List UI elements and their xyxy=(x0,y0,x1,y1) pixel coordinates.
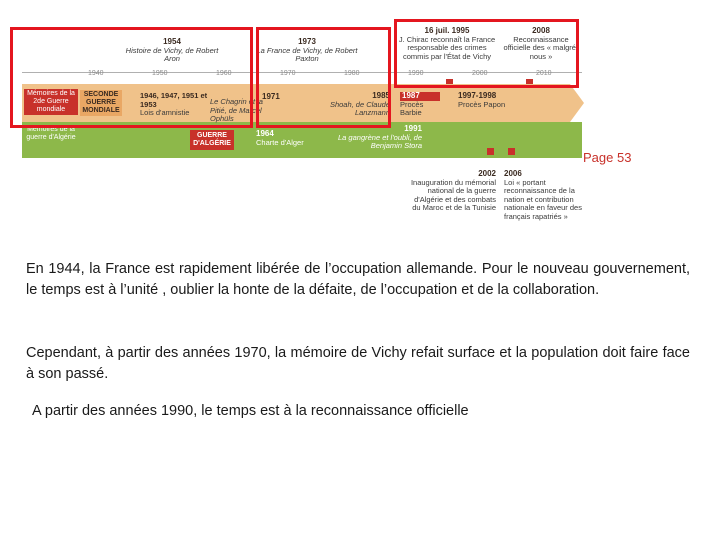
event-year: 1985 xyxy=(372,91,390,100)
event-text: La gangrène et l'oubli, de Benjamin Stora xyxy=(338,132,422,150)
label-guerre-algerie: GUERRE D'ALGÉRIE xyxy=(190,130,234,150)
axis-year-1980: 1980 xyxy=(344,70,360,77)
axis-year-1970: 1970 xyxy=(280,70,296,77)
highlight-box-1995-2008 xyxy=(394,19,579,88)
event-year: 1973 xyxy=(298,37,316,46)
axis-year-2010: 2010 xyxy=(536,70,552,77)
paragraph-2: Cependant, à partir des années 1970, la mémoire de Vichy refait surface et la population doit faire face à son passé. xyxy=(26,345,690,382)
event-1987 xyxy=(400,92,440,118)
marker-2002 xyxy=(487,148,494,155)
event-2006 xyxy=(504,170,590,221)
page-label: Page 53 xyxy=(583,150,632,165)
event-year: 1991 xyxy=(404,124,422,133)
event-year: 16 juil. 1995 xyxy=(424,26,470,35)
label-seconde-guerre: SECONDE GUERRE MONDIALE xyxy=(80,90,122,116)
event-year: 1997-1998 xyxy=(458,91,497,100)
label-memoires-algerie: Mémoires de la guerre d'Algérie xyxy=(26,126,76,141)
axis-year-1950: 1950 xyxy=(152,70,168,77)
highlight-box-1954 xyxy=(10,27,253,128)
event-year: 1987 xyxy=(400,92,440,101)
event-1964 xyxy=(256,130,316,147)
event-text: J. Chirac reconnaît la France responsable des crimes commis par l'État de Vichy xyxy=(398,34,496,61)
label-memoires-guerre: Mémoires de la 2de Guerre mondiale xyxy=(24,89,78,115)
event-1971: 1971 xyxy=(262,92,280,101)
axis-year-2000: 2000 xyxy=(472,70,488,77)
event-year: 2008 xyxy=(532,26,550,35)
axis-year-1990: 1990 xyxy=(408,70,424,77)
axis-year-1960: 1960 xyxy=(216,70,232,77)
event-year: 2002 xyxy=(478,169,496,178)
event-text: Inauguration du mémorial national de la guerre d'Algérie et des combats du Maroc et de la Tunisie xyxy=(410,177,496,212)
paragraph-1: En 1944, la France est rapidement libérée de l’occupation allemande. Pour le nouveau gouvernement, le temps est à l’unité , oublier la honte de la défaite, de l’occupation et de la collaboration. xyxy=(26,261,690,298)
axis-year-1940: 1940 xyxy=(88,70,104,77)
band-arrow-tip xyxy=(570,84,584,122)
event-text: Procès Papon xyxy=(458,99,506,109)
event-1997 xyxy=(458,92,518,109)
event-1991 xyxy=(322,125,422,151)
event-text: Reconnaissance officielle des « malgré-nous » xyxy=(503,34,579,61)
event-text: Shoah, de Claude Lanzmann xyxy=(329,99,390,117)
event-text: Charte d'Alger xyxy=(256,137,304,147)
paragraph-3: A partir des années 1990, le temps est à la reconnaissance officielle xyxy=(32,403,469,419)
highlight-box-1973 xyxy=(256,27,391,128)
event-text: Histoire de Vichy, de Robert Aron xyxy=(125,45,219,63)
event-year: 1954 xyxy=(163,37,181,46)
event-chagrin: Le Chagrin et la Pitié, de Marcel Ophüls xyxy=(210,97,263,123)
event-text: La France de Vichy, de Robert Paxton xyxy=(256,45,358,63)
event-2002 xyxy=(408,170,496,213)
event-text: Procès Barbie xyxy=(400,99,424,117)
event-year: 1964 xyxy=(256,129,274,138)
event-year: 1946, 1947, 1951 et 1953 xyxy=(140,91,208,109)
event-year: 2006 xyxy=(504,169,522,178)
marker-2006 xyxy=(508,148,515,155)
event-text: Lois d'amnistie xyxy=(140,108,190,117)
event-text: Loi « portant reconnaissance de la nation et contribution nationale en faveur des français rapatriés » xyxy=(504,177,582,221)
